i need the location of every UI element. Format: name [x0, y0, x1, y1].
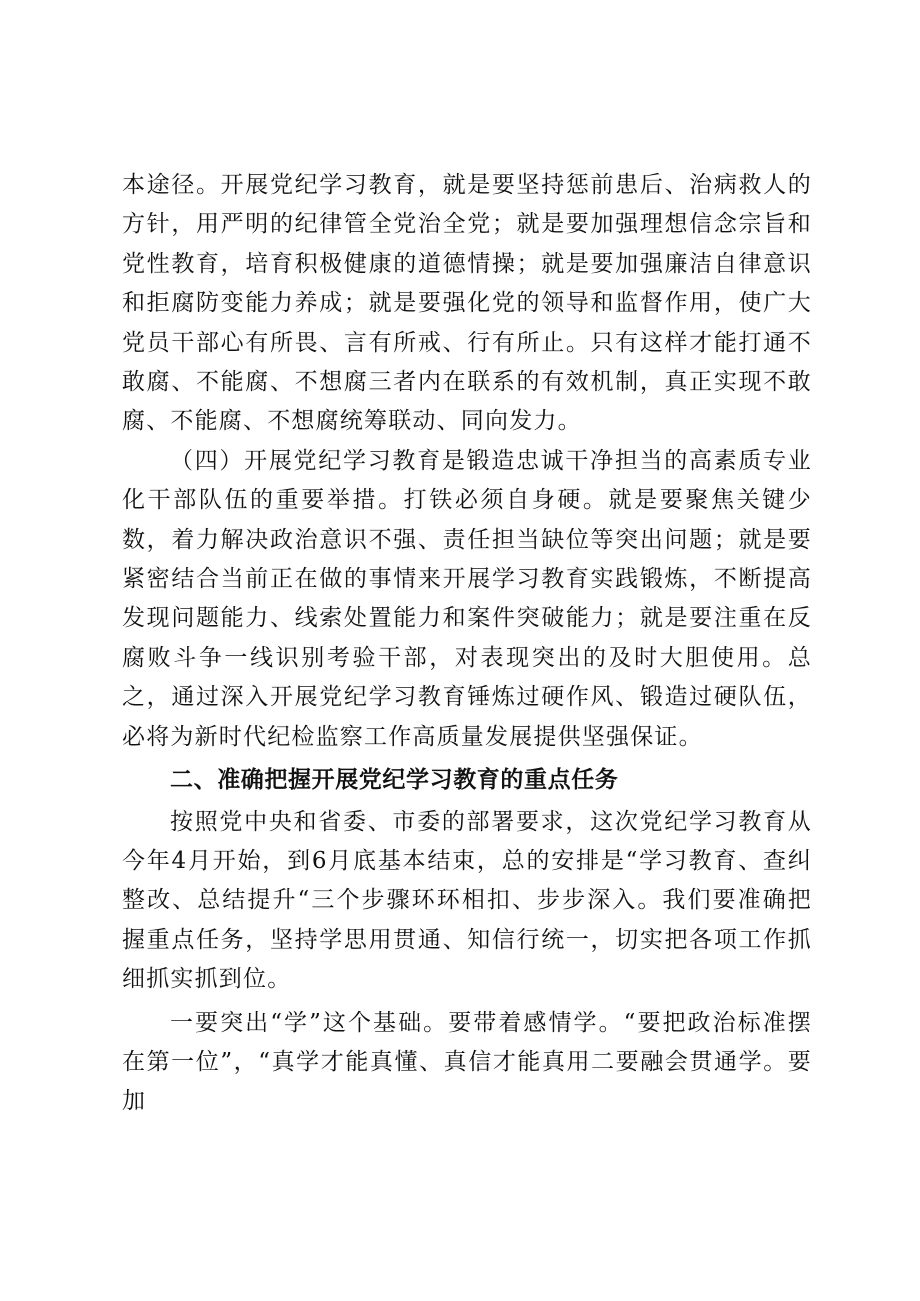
section-heading-two: 二、准确把握开展党纪学习教育的重点任务: [170, 767, 619, 794]
paragraph-section-four: （四）开展党纪学习教育是锻造忠诚干净担当的高素质专业化干部队伍的重要举措。打铁必须自身硬。就是要聚焦关键少数，着力解决政治意识不强、责任担当缺位等突出问题；就是要紧密结合当前正在做的事情来开展学习教育实践锻炼，不断提高发现问题能力、线索处置能力和案件突破能力；就是要注重在反腐败斗争一线识别考验干部，对表现突出的及时大胆使用。总之，通过深入开展党纪学习教育锤炼过硬作风、锻造过硬队伍，必将为新时代纪检监察工作高质量发展提供坚强保证。: [122, 447, 812, 750]
document-body: [122, 166, 812, 1122]
paragraph-study-basis: 一要突出“学”这个基础。要带着感情学。“要把政治标准摆在第一位”，“真学才能真懂、真信才能真用二要融会贯通学。要加: [122, 1009, 812, 1115]
paragraph-continued: 本途径。开展党纪学习教育，就是要坚持惩前患后、治病救人的方针，用严明的纪律管全党治全党；就是要加强理想信念宗旨和党性教育，培育积极健康的道德情操；就是要加强廉洁自律意识和拒腐防变能力养成；就是要强化党的领导和监督作用，使广大党员干部心有所畏、言有所戒、行有所止。只有这样才能打通不敢腐、不能腐、不想腐三者内在联系的有效机制，真正实现不敢腐、不能腐、不想腐统筹联动、同向发力。: [122, 172, 812, 435]
paragraph-deployment: 按照党中央和省委、市委的部署要求，这次党纪学习教育从今年4月开始，到6月底基本结束，总的安排是“学习教育、查纠整改、总结提升“三个步骤环环相扣、步步深入。我们要准确把握重点任务，坚持学思用贯通、知信行统一，切实把各项工作抓细抓实抓到位。: [122, 808, 812, 993]
